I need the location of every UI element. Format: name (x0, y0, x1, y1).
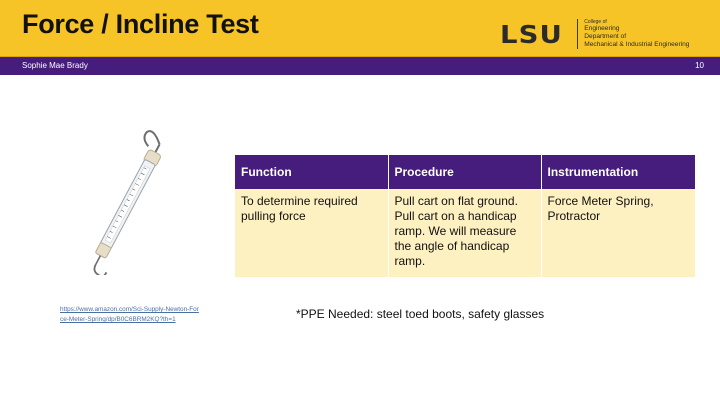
cell-procedure: Pull cart on flat ground. Pull cart on a handicap ramp. We will measure the angle of handicap ramp. (388, 189, 541, 277)
logo-line-department: Department of (584, 33, 627, 40)
slide-header (0, 0, 720, 57)
page-number: 10 (695, 61, 704, 70)
ppe-note: *PPE Needed: steel toed boots, safety glasses (296, 307, 545, 321)
logo-line-engineering: Engineering (584, 25, 620, 32)
spring-scale-icon (55, 125, 205, 275)
logo-line-college: College of (584, 19, 607, 25)
logo-divider (577, 19, 578, 49)
lsu-logo (500, 17, 689, 51)
header-instrumentation: Instrumentation (541, 155, 695, 189)
table-row (235, 189, 695, 277)
cell-instrumentation: Force Meter Spring, Protractor (541, 189, 695, 277)
lsu-logo-mark: LSU (500, 19, 563, 49)
cell-function: To determine required pulling force (235, 189, 388, 277)
header-procedure: Procedure (388, 155, 541, 189)
presenter-bar (0, 57, 720, 75)
presenter-name: Sophie Mae Brady (22, 61, 88, 70)
header-function: Function (235, 155, 388, 189)
procedure-table (235, 155, 695, 277)
logo-line-mie: Mechanical & Industrial Engineering (584, 41, 690, 48)
slide-title: Force / Incline Test (22, 9, 259, 39)
logo-department-text (584, 19, 689, 49)
image-source-link[interactable]: https://www.amazon.com/Sci-Supply-Newton-Force-Meter-Spring/dp/B0C6BRM2KQ?th=1 (60, 306, 199, 323)
table-header-row (235, 155, 695, 189)
